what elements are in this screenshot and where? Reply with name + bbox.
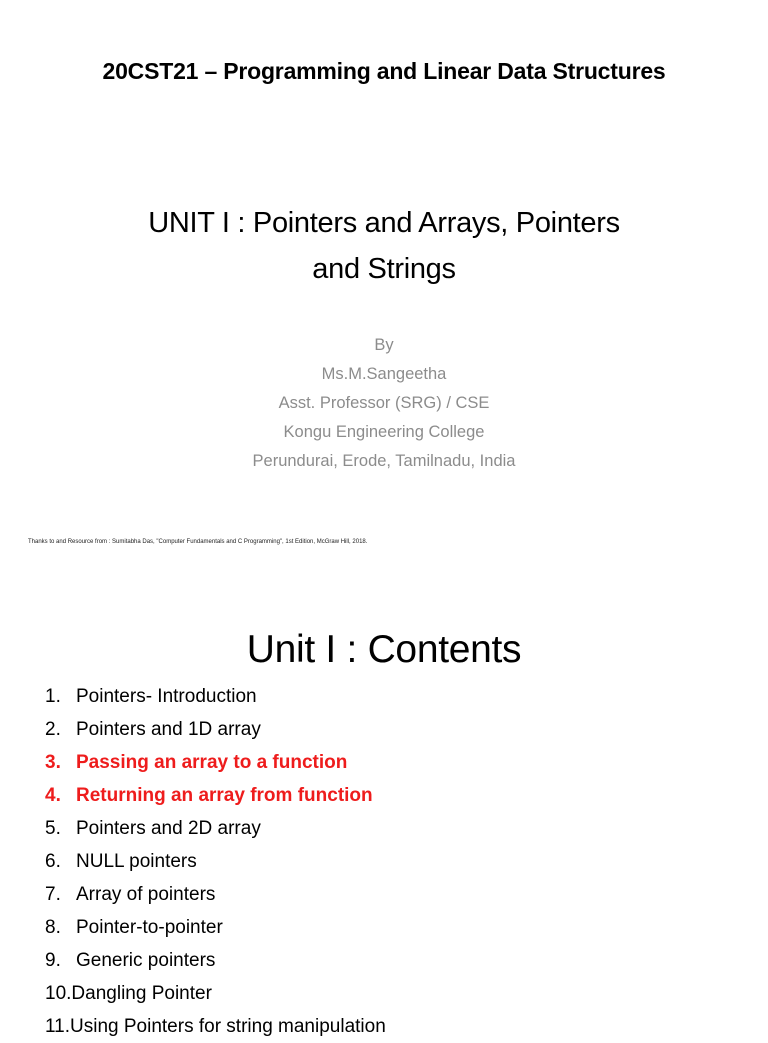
course-title: 20CST21 – Programming and Linear Data Structures [102, 58, 666, 84]
item-text: Pointer-to-pointer [76, 917, 223, 938]
list-item [45, 911, 386, 944]
author-name: Ms.M.Sangeetha [321, 365, 447, 383]
list-item [45, 812, 386, 845]
unit-title-line: UNIT I : Pointers and Arrays, Pointers [148, 207, 620, 239]
item-number: 3. [45, 752, 61, 773]
author-block [0, 331, 768, 476]
unit-title [84, 200, 684, 292]
credit-note: Thanks to and Resource from : Sumitabha Das, "Computer Fundamentals and C Programming", 1st Edition, McGraw Hill, 2018. [28, 539, 368, 545]
list-item [45, 878, 386, 911]
contents-list [45, 680, 386, 1043]
item-text: Passing an array to a function [76, 752, 348, 773]
list-item-highlighted [45, 779, 386, 812]
item-text: Dangling Pointer [71, 983, 212, 1004]
list-item [45, 944, 386, 977]
item-number: 1. [45, 686, 61, 707]
item-number: 4. [45, 785, 61, 806]
contents-title: Unit I : Contents [246, 628, 522, 671]
item-number: 7. [45, 884, 61, 905]
author-by: By [374, 336, 394, 354]
item-number: 5. [45, 818, 61, 839]
author-college: Kongu Engineering College [283, 423, 485, 441]
item-number: 9. [45, 950, 61, 971]
item-number: 8. [45, 917, 61, 938]
list-item [45, 713, 386, 746]
item-text: Pointers- Introduction [76, 686, 257, 707]
item-number: 10. [45, 983, 72, 1004]
item-number: 11. [45, 1016, 71, 1037]
item-text: NULL pointers [76, 851, 197, 872]
contents-slide [0, 576, 768, 1037]
list-item [45, 1010, 386, 1043]
item-number: 2. [45, 719, 61, 740]
item-text: Array of pointers [76, 884, 216, 905]
item-number: 6. [45, 851, 61, 872]
author-location: Perundurai, Erode, Tamilnadu, India [252, 452, 516, 470]
item-text: Using Pointers for string manipulation [70, 1016, 386, 1037]
list-item [45, 680, 386, 713]
author-designation: Asst. Professor (SRG) / CSE [278, 394, 490, 412]
list-item [45, 845, 386, 878]
list-item-highlighted [45, 746, 386, 779]
item-text: Generic pointers [76, 950, 216, 971]
item-text: Pointers and 2D array [76, 818, 261, 839]
item-text: Returning an array from function [76, 785, 373, 806]
item-text: Pointers and 1D array [76, 719, 261, 740]
unit-title-line: and Strings [312, 253, 456, 285]
list-item [45, 977, 386, 1010]
